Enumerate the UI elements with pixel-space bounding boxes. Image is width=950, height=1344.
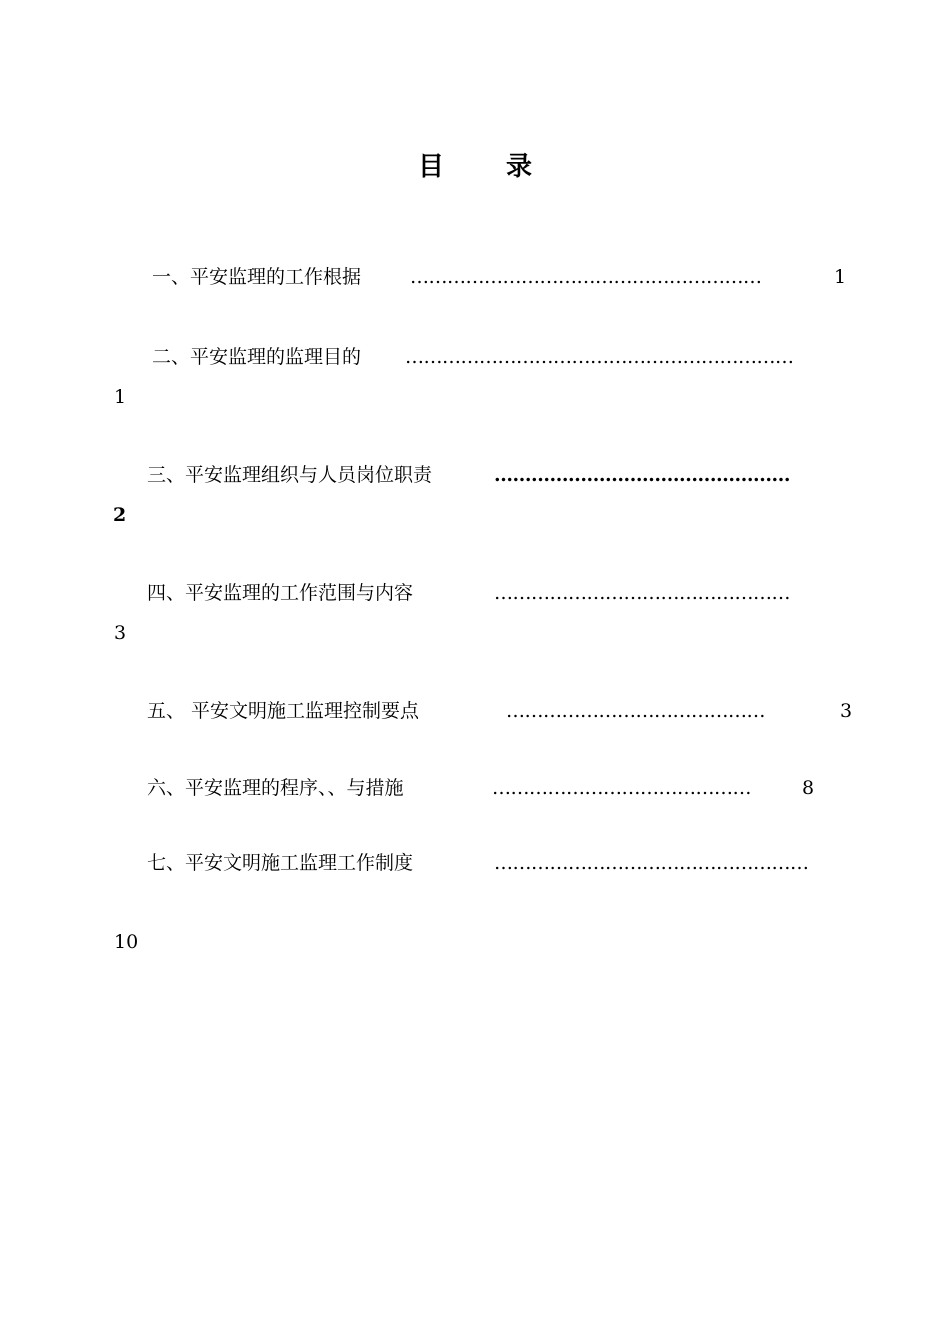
toc-title-char-2: 录 bbox=[506, 152, 533, 182]
toc-entry-4[interactable] bbox=[147, 581, 413, 605]
toc-page-number: 10 bbox=[114, 931, 139, 953]
toc-page-number: 1 bbox=[834, 266, 847, 288]
toc-leader-dots: …………………………………………… bbox=[494, 852, 809, 874]
toc-entry-label: 三、平安监理组织与人员岗位职责 bbox=[147, 464, 433, 486]
toc-entry-5[interactable] bbox=[147, 699, 419, 723]
toc-entry-label: 一、平安监理的工作根据 bbox=[152, 266, 362, 288]
toc-entry-3[interactable] bbox=[147, 463, 432, 487]
toc-leader-dots: ……………………………………………………… bbox=[405, 346, 794, 368]
toc-entry-7[interactable] bbox=[147, 851, 413, 875]
toc-entry-label: 六、平安监理的程序、、与措施 bbox=[147, 777, 404, 799]
toc-page-number: 2 bbox=[113, 504, 127, 526]
toc-leader-dots: …………………………………… bbox=[492, 777, 751, 799]
toc-leader-dots: ………………………………………… bbox=[494, 464, 790, 486]
toc-page-number: 3 bbox=[840, 700, 853, 722]
toc-title bbox=[0, 146, 950, 183]
toc-entry-label: 二、平安监理的监理目的 bbox=[152, 346, 362, 368]
toc-entry-label: 五、 平安文明施工监理控制要点 bbox=[147, 700, 420, 722]
toc-leader-dots: ………………………………………………… bbox=[410, 266, 762, 288]
toc-entry-label: 七、平安文明施工监理工作制度 bbox=[147, 852, 414, 874]
toc-title-char-1: 目 bbox=[417, 152, 444, 182]
toc-entry-2[interactable] bbox=[152, 345, 361, 369]
toc-entry-6[interactable] bbox=[147, 776, 404, 800]
toc-leader-dots: …………………………………… bbox=[506, 700, 765, 722]
toc-page-number: 8 bbox=[802, 777, 815, 799]
toc-page-number: 3 bbox=[114, 622, 127, 644]
toc-entry-1[interactable] bbox=[152, 265, 361, 289]
toc-entry-label: 四、平安监理的工作范围与内容 bbox=[147, 582, 414, 604]
toc-page-number: 1 bbox=[114, 386, 127, 408]
toc-leader-dots: ………………………………………… bbox=[494, 582, 790, 604]
